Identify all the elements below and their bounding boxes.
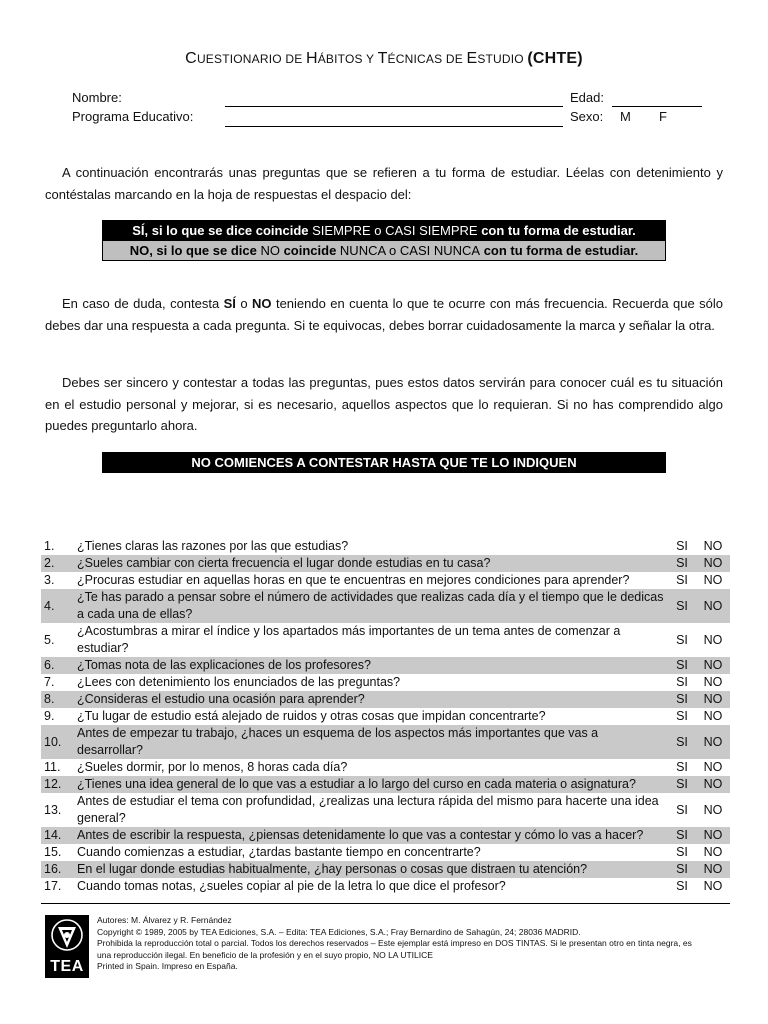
answer-si-option[interactable]: SI bbox=[668, 861, 696, 878]
question-number: 15. bbox=[44, 845, 62, 859]
answer-no-option[interactable]: NO bbox=[696, 555, 730, 572]
tea-logo bbox=[45, 915, 89, 978]
question-row bbox=[41, 776, 730, 793]
answer-no-option[interactable]: NO bbox=[703, 709, 723, 723]
question-text: Antes de escribir la respuesta, ¿piensas detenidamente lo que vas a contestar y cómo lo vas a hacer? bbox=[73, 827, 668, 844]
question-row bbox=[41, 674, 730, 691]
copyright-footer bbox=[97, 915, 707, 973]
no-box: NO, si lo que se dice NO coincide NUNCA o CASI NUNCA con tu forma de estudiar. bbox=[103, 240, 665, 260]
answer-si-option[interactable]: SI bbox=[676, 879, 688, 893]
document-title bbox=[0, 50, 768, 68]
answer-si-option[interactable]: SI bbox=[668, 776, 696, 793]
answer-no-option[interactable]: NO bbox=[696, 657, 730, 674]
question-number: 11. bbox=[44, 760, 61, 774]
title-acronym: (CHTE) bbox=[527, 50, 583, 67]
answer-no-option[interactable]: NO bbox=[696, 827, 730, 844]
answer-no-option[interactable]: NO bbox=[703, 573, 723, 587]
question-row bbox=[41, 725, 730, 759]
question-number: 13. bbox=[44, 802, 62, 817]
answer-si-option[interactable]: SI bbox=[676, 802, 688, 817]
title-word-2: ÁBITOS Y bbox=[317, 52, 378, 66]
question-number: 4. bbox=[41, 589, 73, 623]
question-row bbox=[41, 827, 730, 844]
answer-si-option[interactable]: SI bbox=[668, 725, 696, 759]
question-row bbox=[41, 759, 730, 776]
nombre-label: Nombre: bbox=[72, 90, 122, 105]
question-row bbox=[41, 657, 730, 674]
question-text: ¿Tomas nota de las explicaciones de los profesores? bbox=[73, 657, 668, 674]
si-box: SÍ, si lo que se dice coincide SIEMPRE o CASI SIEMPRE con tu forma de estudiar. bbox=[103, 221, 665, 240]
title-cap-t: T bbox=[377, 50, 388, 67]
question-text: En el lugar donde estudias habitualmente, ¿hay personas o cosas que distraen tu atención? bbox=[73, 861, 668, 878]
question-number: 6. bbox=[41, 657, 73, 674]
question-number: 16. bbox=[41, 861, 73, 878]
question-number: 2. bbox=[41, 555, 73, 572]
answer-si-option[interactable]: SI bbox=[676, 632, 688, 647]
question-text: ¿Acostumbras a mirar el índice y los apartados más importantes de un tema antes de comenzar a estudiar? bbox=[77, 624, 621, 655]
question-number: 3. bbox=[44, 573, 55, 587]
sexo-label: Sexo: bbox=[570, 109, 604, 124]
question-row bbox=[41, 708, 730, 725]
answer-si-option[interactable]: SI bbox=[676, 760, 688, 774]
question-row bbox=[41, 861, 730, 878]
answer-no-option[interactable]: NO bbox=[696, 691, 730, 708]
answer-no-option[interactable]: NO bbox=[703, 539, 723, 553]
answer-si-option[interactable]: SI bbox=[668, 555, 696, 572]
question-row bbox=[41, 555, 730, 572]
question-text: ¿Sueles cambiar con cierta frecuencia el lugar donde estudias en tu casa? bbox=[73, 555, 668, 572]
answer-no-option[interactable]: NO bbox=[703, 675, 723, 689]
footer-copyright: Copyright © 1989, 2005 by TEA Ediciones, S.A. – Edita: TEA Ediciones, S.A.; Fray Bernardino de Sahagún, 24; 28036 MADRID. bbox=[97, 926, 581, 937]
answer-si-option[interactable]: SI bbox=[676, 573, 688, 587]
answer-no-option[interactable]: NO bbox=[696, 589, 730, 623]
title-cap-c: C bbox=[185, 50, 197, 67]
intro-paragraph-1-text: A continuación encontrarás unas preguntas que se refieren a tu forma de estudiar. Léelas con detenimiento y contéstalas marcando en la hoja de respuestas el despacio del: bbox=[45, 165, 723, 202]
question-row bbox=[41, 589, 730, 623]
nombre-field[interactable] bbox=[225, 106, 563, 107]
question-text: ¿Tu lugar de estudio está alejado de ruidos y otras cosas que impidan concentrarte? bbox=[77, 709, 546, 723]
sexo-f-option[interactable]: F bbox=[659, 109, 667, 124]
answer-no-option[interactable]: NO bbox=[703, 879, 723, 893]
intro-paragraph-1 bbox=[45, 162, 723, 205]
answer-si-option[interactable]: SI bbox=[668, 827, 696, 844]
question-row bbox=[41, 878, 730, 895]
question-number: 10. bbox=[41, 725, 73, 759]
question-text: ¿Consideras el estudio una ocasión para aprender? bbox=[73, 691, 668, 708]
answer-key-boxes bbox=[102, 220, 666, 261]
question-text: ¿Tienes claras las razones por las que estudias? bbox=[77, 539, 349, 553]
question-row bbox=[41, 844, 730, 861]
title-word-3: ÉCNICAS DE bbox=[387, 52, 467, 66]
sexo-m-option[interactable]: M bbox=[620, 109, 631, 124]
intro-paragraph-2: En caso de duda, contesta SÍ o NO teniendo en cuenta lo que te ocurre con más frecuencia. Recuerda que sólo debes dar una respuesta a cada pregunta. Si te equivocas, debes borrar cuidadosamente la marca y señalar la otra. bbox=[45, 296, 723, 333]
question-text: ¿Lees con detenimiento los enunciados de las preguntas? bbox=[77, 675, 401, 689]
edad-field[interactable] bbox=[612, 106, 702, 107]
answer-si-option[interactable]: SI bbox=[668, 589, 696, 623]
question-row bbox=[41, 538, 730, 555]
question-row bbox=[41, 623, 730, 657]
question-row bbox=[41, 691, 730, 708]
tea-logo-text: TEA bbox=[50, 958, 84, 975]
answer-no-option[interactable]: NO bbox=[696, 776, 730, 793]
question-number: 12. bbox=[41, 776, 73, 793]
answer-si-option[interactable]: SI bbox=[676, 539, 688, 553]
questions-table bbox=[41, 538, 730, 895]
question-number: 7. bbox=[44, 675, 55, 689]
question-text: ¿Tienes una idea general de lo que vas a estudiar a lo largo del curso en cada materia o asignatura? bbox=[73, 776, 668, 793]
question-row bbox=[41, 793, 730, 827]
question-number: 5. bbox=[44, 632, 55, 647]
answer-si-option[interactable]: SI bbox=[668, 691, 696, 708]
question-text: Cuando comienzas a estudiar, ¿tardas bastante tiempo en concentrarte? bbox=[77, 845, 481, 859]
question-text: Antes de empezar tu trabajo, ¿haces un esquema de los aspectos más importantes que vas a desarrollar? bbox=[73, 725, 668, 759]
question-text: ¿Te has parado a pensar sobre el número de actividades que realizas cada día y el tiempo que le dedicas a cada una de ellas? bbox=[73, 589, 668, 623]
answer-si-option[interactable]: SI bbox=[676, 675, 688, 689]
intro-paragraph-3-text: Debes ser sincero y contestar a todas las preguntas, pues estos datos servirán para conocer cuál es tu situación en el estudio personal y mejorar, si es necesario, aquellos aspectos que lo requieran. Si no has comprendido algo puedes preguntarlo ahora. bbox=[45, 375, 723, 433]
footer-notice: Prohibida la reproducción total o parcial. Todos los derechos reservados – Este ejemplar está impreso en DOS TINTAS. Si le presentan otro en tinta negra, es una reproducción ilegal. En beneficio de la profesión y en el suyo propio, NO LA UTILICE bbox=[97, 938, 692, 960]
question-text: Antes de estudiar el tema con profundidad, ¿realizas una lectura rápida del mismo para hacerte una idea general? bbox=[77, 794, 659, 825]
tea-emblem-icon bbox=[45, 915, 89, 959]
answer-no-option[interactable]: NO bbox=[703, 760, 723, 774]
question-number: 9. bbox=[44, 709, 55, 723]
programa-label: Programa Educativo: bbox=[72, 109, 194, 124]
answer-si-option[interactable]: SI bbox=[668, 657, 696, 674]
edad-label: Edad: bbox=[570, 90, 604, 105]
question-number: 1. bbox=[44, 539, 55, 553]
answer-si-option[interactable]: SI bbox=[676, 845, 688, 859]
question-text: Cuando tomas notas, ¿sueles copiar al pie de la letra lo que dice el profesor? bbox=[77, 879, 506, 893]
intro-paragraph-3 bbox=[45, 372, 723, 437]
title-word-1: UESTIONARIO DE bbox=[196, 52, 306, 66]
table-bottom-rule bbox=[41, 903, 730, 904]
answer-no-option[interactable]: NO bbox=[696, 725, 730, 759]
question-text: ¿Procuras estudiar en aquellas horas en que te encuentras en mejores condiciones para aprender? bbox=[77, 573, 630, 587]
title-word-4: STUDIO bbox=[477, 52, 528, 66]
question-row bbox=[41, 572, 730, 589]
question-number: 14. bbox=[41, 827, 73, 844]
programa-field[interactable] bbox=[225, 126, 563, 127]
footer-printed: Printed in Spain. Impreso en España. bbox=[97, 961, 238, 971]
title-cap-h: H bbox=[305, 50, 318, 67]
question-number: 8. bbox=[41, 691, 73, 708]
answer-no-option[interactable]: NO bbox=[703, 632, 723, 647]
answer-no-option[interactable]: NO bbox=[696, 861, 730, 878]
answer-no-option[interactable]: NO bbox=[703, 802, 723, 817]
footer-authors: Autores: M. Álvarez y R. Fernández bbox=[97, 915, 232, 925]
answer-si-option[interactable]: SI bbox=[676, 709, 688, 723]
question-text: ¿Sueles dormir, por lo menos, 8 horas cada día? bbox=[77, 760, 348, 774]
do-not-start-banner: NO COMIENCES A CONTESTAR HASTA QUE TE LO INDIQUEN bbox=[102, 452, 666, 473]
title-cap-e: E bbox=[466, 50, 478, 67]
question-number: 17. bbox=[44, 879, 62, 893]
answer-no-option[interactable]: NO bbox=[703, 845, 723, 859]
